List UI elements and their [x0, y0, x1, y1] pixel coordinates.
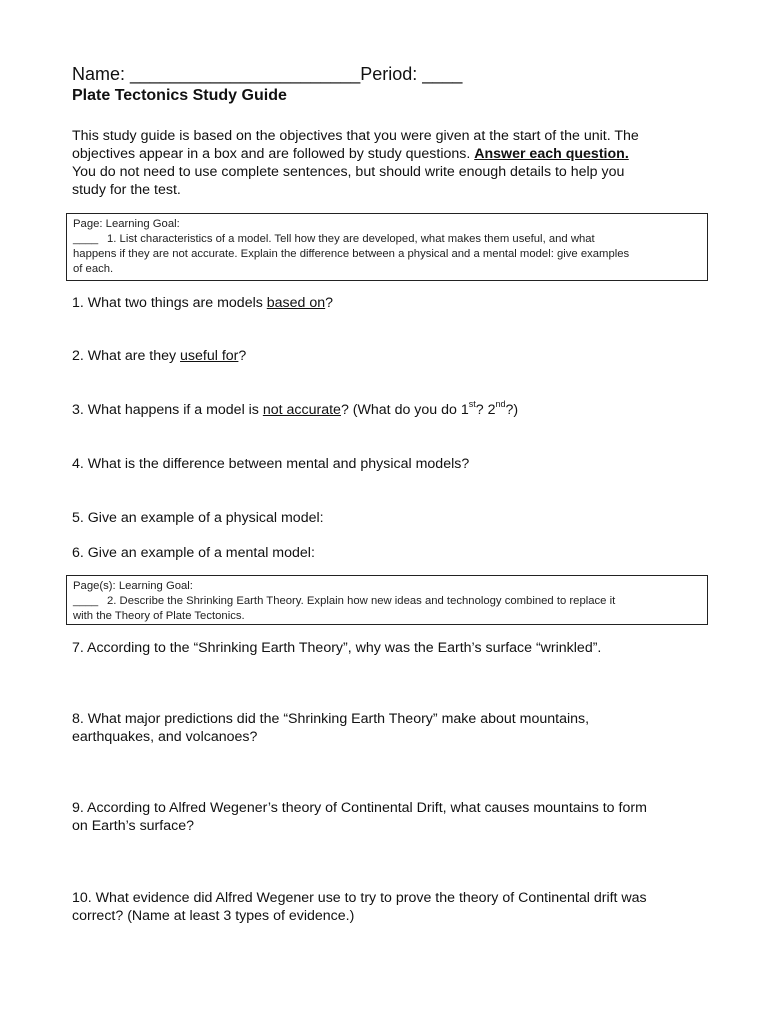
question-1: [72, 294, 333, 312]
goal-2-text-1: 2. Describe the Shrinking Earth Theory. Explain how new ideas and technology combined to replace it: [107, 595, 616, 607]
intro-line-2-text: objectives appear in a box and are followed by study questions.: [72, 146, 475, 162]
goal-2-line-1: [73, 594, 701, 609]
question-8-line-2: earthquakes, and volcanoes?: [72, 729, 258, 745]
question-3-sup-1: st: [468, 399, 476, 410]
intro-emphasis: Answer each question.: [474, 146, 629, 162]
goal-2-line-2: with the Theory of Plate Tectonics.: [73, 610, 245, 622]
goal-1-heading: Page: Learning Goal:: [73, 218, 180, 230]
question-3-mid-2: ? 2: [475, 402, 496, 418]
intro-line-4: study for the test.: [72, 182, 181, 198]
question-9-line-1: 9. According to Alfred Wegener’s theory of Continental Drift, what causes mountains to form: [72, 800, 647, 816]
question-1-text: 1. What two things are models: [72, 295, 267, 311]
page-title: Plate Tectonics Study Guide: [72, 87, 287, 104]
name-period-line: Name: _______________________Period: ____: [72, 64, 463, 84]
learning-goal-box-2: [66, 575, 708, 625]
question-2-end: ?: [238, 348, 247, 364]
question-1-underlined: based on: [266, 295, 326, 311]
question-8-line-1: 8. What major predictions did the “Shrinking Earth Theory” make about mountains,: [72, 711, 590, 727]
question-6: 6. Give an example of a mental model:: [72, 545, 315, 561]
learning-goal-box-1: [66, 213, 708, 281]
question-2: [72, 347, 246, 365]
question-9: [72, 799, 647, 835]
question-3: [72, 401, 518, 419]
question-10-line-1: 10. What evidence did Alfred Wegener use to try to prove the theory of Continental drift was: [72, 890, 647, 906]
question-3-mid: ? (What do you do 1: [340, 402, 469, 418]
question-7: 7. According to the “Shrinking Earth Theory”, why was the Earth’s surface “wrinkled”.: [72, 640, 602, 656]
goal-1-line-3: of each.: [73, 263, 114, 275]
question-2-text: 2. What are they: [72, 348, 181, 364]
goal-1-blank: ____: [73, 233, 99, 245]
question-4: 4. What is the difference between mental and physical models?: [72, 456, 470, 472]
question-8: [72, 710, 589, 746]
goal-2-blank: ____: [73, 595, 99, 607]
question-3-underlined: not accurate: [262, 402, 341, 418]
goal-1-line-2: happens if they are not accurate. Explain the difference between a physical and a mental model: give examples: [73, 248, 630, 260]
question-10: [72, 889, 647, 925]
intro-line-3: You do not need to use complete sentences, but should write enough details to help you: [72, 164, 625, 180]
question-2-underlined: useful for: [180, 348, 239, 364]
question-3-end: ?): [505, 402, 519, 418]
question-1-end: ?: [325, 295, 334, 311]
goal-1-text-1: 1. List characteristics of a model. Tell how they are developed, what makes them useful, and what: [107, 233, 595, 245]
goal-2-heading: Page(s): Learning Goal:: [73, 580, 193, 592]
intro-paragraph: [72, 127, 692, 199]
question-3-text: 3. What happens if a model is: [72, 402, 263, 418]
intro-line-1: This study guide is based on the objectives that you were given at the start of the unit. The: [72, 128, 639, 144]
question-9-line-2: on Earth’s surface?: [72, 818, 194, 834]
question-5: 5. Give an example of a physical model:: [72, 510, 324, 526]
intro-line-2: [72, 145, 692, 163]
question-3-sup-2: nd: [495, 399, 506, 410]
question-10-line-2: correct? (Name at least 3 types of evidence.): [72, 908, 355, 924]
goal-1-line-1: [73, 232, 701, 247]
